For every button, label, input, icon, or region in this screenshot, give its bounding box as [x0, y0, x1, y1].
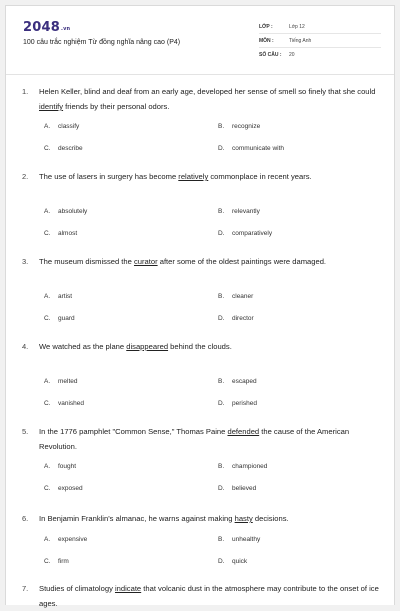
option-letter: B.	[218, 536, 225, 543]
option-text: unhealthy	[232, 536, 261, 543]
question-text	[39, 581, 384, 611]
option-text: recognize	[232, 123, 261, 130]
underlined-word: disappeared	[126, 342, 169, 351]
option-letter: C.	[44, 558, 51, 565]
option-letter: C.	[44, 400, 51, 407]
option-letter: A.	[44, 378, 51, 385]
question-text-part: the cause of the American Revolution.	[39, 427, 350, 451]
option-letter: D.	[218, 558, 225, 565]
option-b[interactable]	[218, 123, 260, 130]
option-text: absolutely	[58, 208, 88, 215]
option-letter: B.	[218, 463, 225, 470]
option-d[interactable]	[218, 230, 272, 237]
site-logo[interactable]	[23, 20, 70, 35]
option-letter: D.	[218, 230, 225, 237]
question-text-part: In the 1776 pamphlet "Common Sense," Thomas Paine	[39, 427, 228, 436]
option-text: classify	[58, 123, 80, 130]
option-text: describe	[58, 145, 83, 152]
option-a[interactable]	[44, 208, 87, 215]
option-letter: D.	[218, 315, 225, 322]
option-text: melted	[58, 378, 78, 385]
question-text-part: friends by their personal odors.	[63, 102, 170, 111]
option-c[interactable]	[44, 485, 83, 492]
option-text: championed	[232, 463, 268, 470]
question-text-part: In Benjamin Franklin's almanac, he warns against making	[39, 514, 235, 523]
meta-row-class	[259, 20, 381, 34]
question-text-part: The museum dismissed the	[39, 257, 134, 266]
question-text-part: decisions.	[252, 514, 289, 523]
option-c[interactable]	[44, 558, 69, 565]
option-c[interactable]	[44, 400, 84, 407]
question-text-part: We watched as the plane	[39, 342, 127, 351]
option-letter: B.	[218, 378, 225, 385]
logo-text: 2048	[23, 20, 60, 35]
question-number: 5.	[22, 427, 29, 436]
question-number: 7.	[22, 584, 29, 593]
option-letter: D.	[218, 400, 225, 407]
option-c[interactable]	[44, 315, 75, 322]
option-text: quick	[232, 558, 248, 565]
option-letter: C.	[44, 315, 51, 322]
question-text-part: behind the clouds.	[168, 342, 232, 351]
option-text: exposed	[58, 485, 83, 492]
question-text	[39, 424, 384, 454]
logo-suffix: .vn	[60, 26, 71, 32]
meta-row-count	[259, 48, 381, 62]
underlined-word: curator	[133, 257, 158, 266]
option-letter: B.	[218, 123, 225, 130]
option-letter: A.	[44, 463, 51, 470]
option-letter: B.	[218, 293, 225, 300]
underlined-word: hasty	[234, 514, 253, 523]
option-text: escaped	[232, 378, 257, 385]
question-text-part: The use of lasers in surgery has become	[39, 172, 179, 181]
option-text: director	[232, 315, 254, 322]
document-title: 100 câu trắc nghiệm Từ đồng nghĩa nâng cao (P4)	[23, 39, 181, 46]
question-text-part: Studies of climatology	[39, 584, 115, 593]
option-text: vanished	[58, 400, 85, 407]
option-text: believed	[232, 485, 257, 492]
option-a[interactable]	[44, 123, 79, 130]
question-text-part: Helen Keller, blind and deaf from an early age, developed her sense of smell so finely that she could	[39, 87, 376, 96]
meta-label: LỚP :	[259, 24, 273, 30]
question-text	[39, 254, 384, 269]
option-b[interactable]	[218, 378, 257, 385]
question-number: 2.	[22, 172, 29, 181]
option-b[interactable]	[218, 463, 267, 470]
question-text	[39, 84, 384, 114]
option-b[interactable]	[218, 208, 260, 215]
option-letter: A.	[44, 536, 51, 543]
option-text: cleaner	[232, 293, 254, 300]
option-letter: C.	[44, 145, 51, 152]
option-a[interactable]	[44, 536, 87, 543]
option-a[interactable]	[44, 293, 72, 300]
option-text: firm	[58, 558, 69, 565]
option-letter: D.	[218, 145, 225, 152]
question-number: 4.	[22, 342, 29, 351]
option-letter: C.	[44, 485, 51, 492]
option-d[interactable]	[218, 145, 284, 152]
option-letter: B.	[218, 208, 225, 215]
underlined-word: indicate	[114, 584, 142, 593]
question-number: 6.	[22, 514, 29, 523]
option-b[interactable]	[218, 536, 260, 543]
option-d[interactable]	[218, 400, 257, 407]
option-text: almost	[58, 230, 78, 237]
question-number: 3.	[22, 257, 29, 266]
option-c[interactable]	[44, 230, 77, 237]
question-text	[39, 339, 384, 354]
meta-label: MÔN :	[259, 38, 274, 44]
question-text-part: commonplace in recent years.	[208, 172, 312, 181]
option-letter: A.	[44, 208, 51, 215]
option-text: artist	[58, 293, 73, 300]
option-d[interactable]	[218, 558, 247, 565]
option-letter: A.	[44, 123, 51, 130]
question-number: 1.	[22, 87, 29, 96]
option-text: comparatively	[232, 230, 273, 237]
question-text-part: after some of the oldest paintings were damaged.	[157, 257, 327, 266]
option-a[interactable]	[44, 378, 78, 385]
option-c[interactable]	[44, 145, 83, 152]
option-letter: D.	[218, 485, 225, 492]
document-page	[5, 5, 395, 608]
underlined-word: defended	[227, 427, 260, 436]
option-text: communicate with	[232, 145, 285, 152]
option-text: fought	[58, 463, 77, 470]
option-a[interactable]	[44, 463, 76, 470]
header-divider	[6, 74, 394, 75]
option-letter: A.	[44, 293, 51, 300]
option-b[interactable]	[218, 293, 253, 300]
meta-value: 20	[289, 52, 295, 58]
question-text-part: that volcanic dust in the atmosphere may contribute to the onset of ice ages.	[39, 584, 379, 608]
option-text: relevantly	[232, 208, 260, 215]
document-header	[6, 6, 394, 73]
option-d[interactable]	[218, 485, 256, 492]
option-text: guard	[58, 315, 75, 322]
meta-value: Tiếng Anh	[289, 38, 312, 44]
option-text: expensive	[58, 536, 88, 543]
meta-value: Lớp 12	[289, 24, 305, 30]
option-d[interactable]	[218, 315, 254, 322]
meta-label: SỐ CÂU :	[259, 52, 282, 58]
option-letter: C.	[44, 230, 51, 237]
underlined-word: relatively	[178, 172, 209, 181]
option-text: perished	[232, 400, 257, 407]
question-text	[39, 511, 384, 526]
underlined-word: identify	[39, 102, 64, 111]
meta-row-subject	[259, 34, 381, 48]
question-text	[39, 169, 384, 184]
